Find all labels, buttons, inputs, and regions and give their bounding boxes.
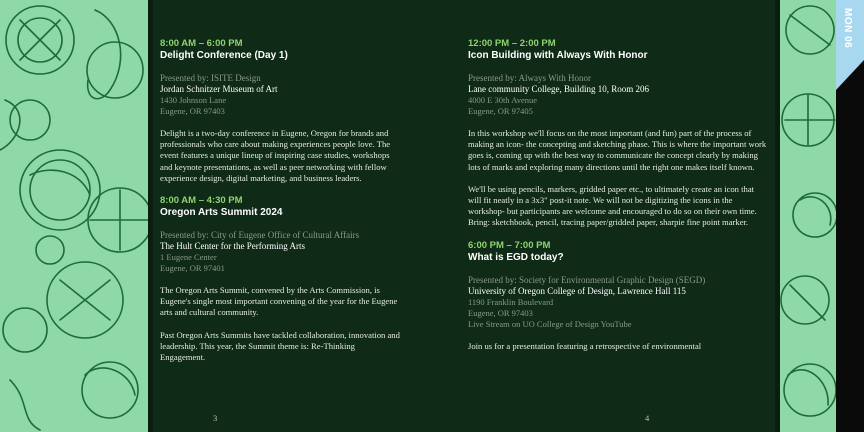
tab-wedge: [836, 60, 864, 432]
right-page: [468, 38, 768, 352]
event-address-line: Eugene, OR 97403: [160, 106, 225, 116]
event-description: Past Oregon Arts Summits have tackled collaboration, innovation and leadership. This year, the Summit theme is: Re-Thinking Engagement.: [160, 329, 400, 363]
event-venue: Jordan Schnitzer Museum of Art: [160, 84, 278, 94]
event-address-line: 1190 Franklin Boulevard: [468, 296, 554, 307]
event-presenter: Presented by: ISITE Design: [160, 73, 261, 83]
event-title: Delight Conference (Day 1): [160, 50, 288, 61]
event-delight-conference: [160, 38, 400, 184]
left-sketch-artwork: [0, 0, 148, 432]
event-title: Oregon Arts Summit 2024: [160, 207, 283, 219]
event-time: 12:00 PM – 2:00 PM: [468, 38, 556, 49]
event-description: Join us for a presentation featuring a retrospective of environmental: [468, 340, 702, 351]
page-number-right: 4: [645, 413, 650, 423]
left-page: [160, 38, 400, 363]
event-presenter: Presented by: Society for Environmental Graphic Design (SEGD): [468, 274, 706, 285]
right-sketch-artwork: [780, 0, 836, 432]
event-venue: University of Oregon College of Design, Lawrence Hall 115: [468, 285, 686, 296]
event-icon-building: [468, 38, 768, 229]
event-address-line: Eugene, OR 97405: [468, 106, 533, 116]
event-venue: Lane community College, Building 10, Room 206: [468, 84, 649, 94]
event-address-line: 1430 Johnson Lane: [160, 95, 227, 105]
event-description: In this workshop we'll focus on the most important (and fun) part of the process of making an icon- the concepting and sketching phase. This is where the important work goes is, coming up with the best way to communicate the concept clearly by making lots of marks and exploring many directions until the right one makes itself known.: [468, 128, 767, 172]
event-description: The Oregon Arts Summit, convened by the Arts Commission, is Eugene's single most important convening of the year for the Eugene arts and cultural community.: [160, 285, 398, 318]
event-title: Icon Building with Always With Honor: [468, 50, 648, 61]
event-description: Delight is a two-day conference in Eugene, Oregon for brands and professionals who care about making experiences people love. The event features a unique lineup of inspiring case studies, workshops and keynote presentations, as well as peer networking with fellow experience design, digital marketing, and business leaders.: [160, 128, 391, 183]
event-description: We'll be using pencils, markers, gridded paper etc., to ultimately create an icon that will fit neatly in a 3x3" post-it note. We will not be digitizing the icons in the workshop- but participants are welcome and encouraged to do so on their own time. Bring: sketchbook, pencil, tracing paper/gridded paper, sharpie fine point marker.: [468, 183, 757, 228]
event-title: What is EGD today?: [468, 251, 564, 263]
event-presenter: Presented by: City of Eugene Office of Cultural Affairs: [160, 230, 360, 241]
left-divider: [148, 0, 153, 432]
event-time: 6:00 PM – 7:00 PM: [468, 239, 551, 251]
event-address-line: 4000 E 30th Avenue: [468, 95, 538, 105]
event-address-line: 1 Eugene Center: [160, 252, 217, 263]
event-address-line: Eugene, OR 97401: [160, 263, 225, 274]
event-time: 8:00 AM – 6:00 PM: [160, 38, 243, 49]
event-address-line: Eugene, OR 97403: [468, 307, 533, 318]
page-number-left: 3: [213, 413, 218, 423]
day-tab-label: MON 06: [842, 8, 853, 49]
event-venue: The Hult Center for the Performing Arts: [160, 241, 305, 252]
event-livestream-line: Live Stream on UO College of Design YouTube: [468, 318, 632, 329]
event-oregon-arts-summit: [160, 195, 400, 363]
event-presenter: Presented by: Always With Honor: [468, 73, 591, 83]
event-what-is-egd: [468, 240, 768, 352]
event-time: 8:00 AM – 4:30 PM: [160, 195, 243, 207]
